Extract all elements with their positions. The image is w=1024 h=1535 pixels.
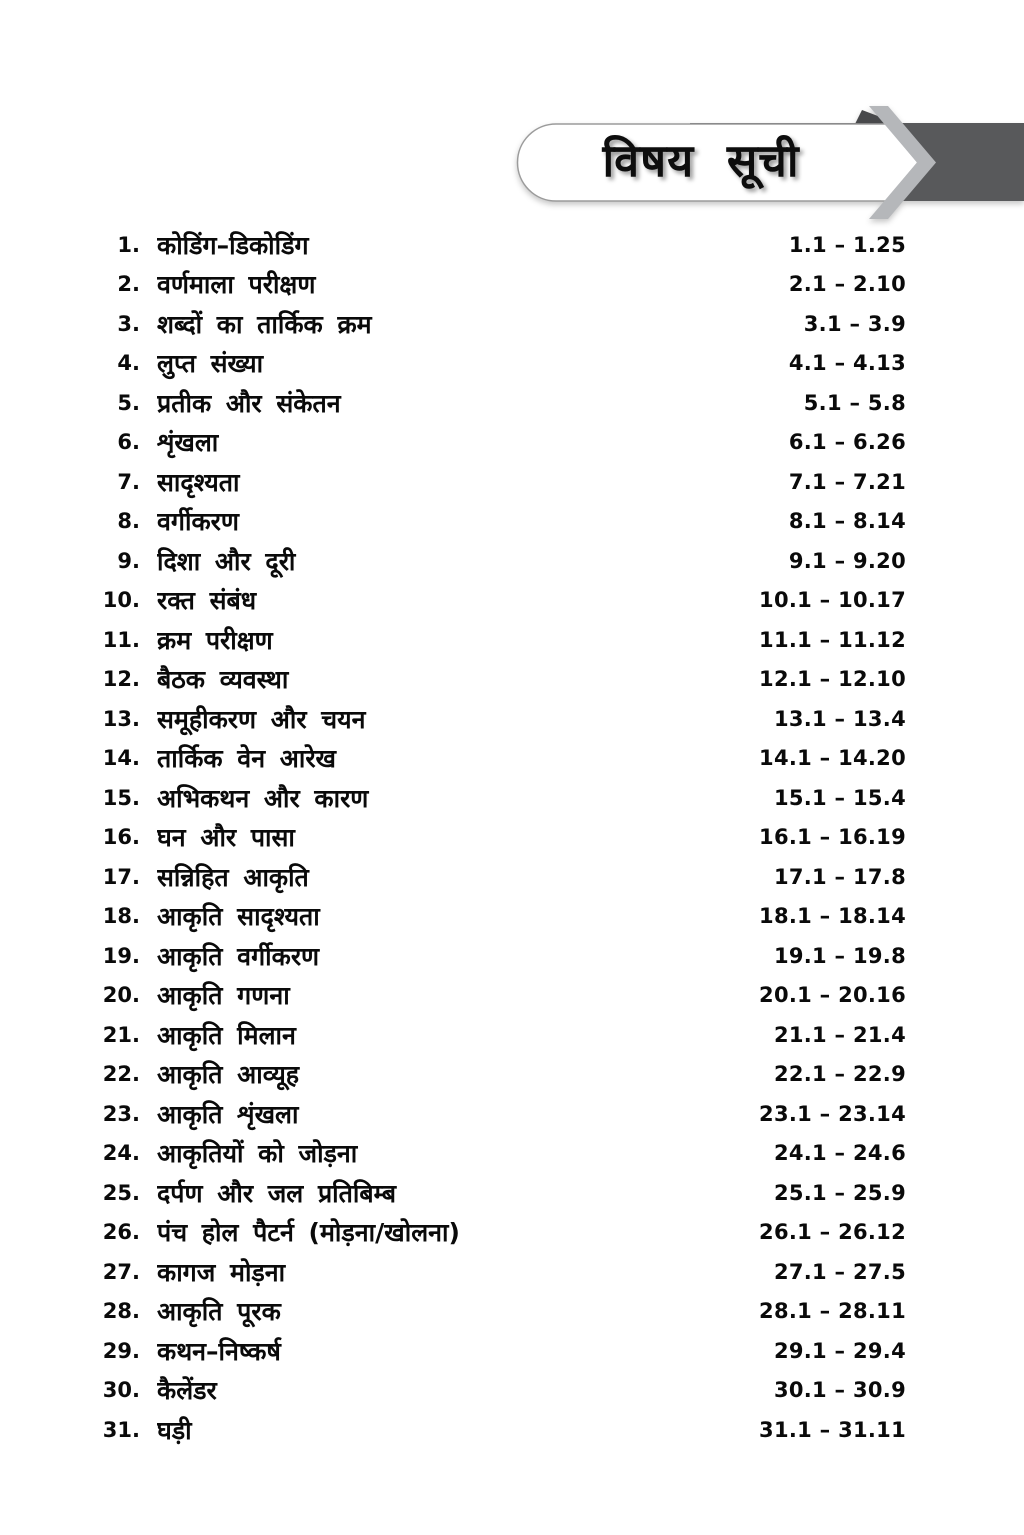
item-title: घन और पासा <box>157 823 295 853</box>
toc-row <box>100 1173 906 1213</box>
item-title: समूहीकरण और चयन <box>157 704 366 734</box>
item-number: 13. <box>102 706 140 731</box>
item-pages: 4.1 – 4.13 <box>788 351 906 376</box>
item-number: 8. <box>117 509 140 534</box>
item-title: आकृतियों को जोड़ना <box>157 1139 358 1169</box>
toc-row <box>100 502 906 542</box>
item-pages: 29.1 – 29.4 <box>773 1338 906 1363</box>
item-pages: 13.1 – 13.4 <box>773 706 906 731</box>
item-number: 9. <box>117 548 140 573</box>
item-pages: 23.1 – 23.14 <box>759 1101 906 1126</box>
item-number: 26. <box>102 1220 140 1245</box>
item-pages: 18.1 – 18.14 <box>759 904 906 929</box>
item-pages: 9.1 – 9.20 <box>788 548 906 573</box>
item-number: 27. <box>102 1259 140 1284</box>
item-number: 5. <box>117 390 140 415</box>
item-title: सादृश्यता <box>157 467 240 497</box>
toc-row <box>100 225 906 265</box>
toc-row <box>100 1292 906 1332</box>
item-number: 6. <box>117 430 140 455</box>
item-title: शृंखला <box>157 428 219 458</box>
item-number: 7. <box>117 469 140 494</box>
item-pages: 5.1 – 5.8 <box>803 390 906 415</box>
item-number: 29. <box>102 1338 140 1363</box>
item-pages: 22.1 – 22.9 <box>773 1062 906 1087</box>
item-pages: 27.1 – 27.5 <box>773 1259 906 1284</box>
item-pages: 3.1 – 3.9 <box>803 311 906 336</box>
item-title: पंच होल पैटर्न (मोड़ना/खोलना) <box>157 1218 460 1248</box>
item-title: अभिकथन और कारण <box>157 783 369 813</box>
item-pages: 6.1 – 6.26 <box>788 430 906 455</box>
item-title: कथन–निष्कर्ष <box>157 1336 281 1366</box>
item-number: 24. <box>102 1141 140 1166</box>
item-pages: 1.1 – 1.25 <box>788 232 906 257</box>
item-pages: 19.1 – 19.8 <box>773 943 906 968</box>
item-pages: 15.1 – 15.4 <box>773 785 906 810</box>
item-number: 2. <box>117 272 140 297</box>
item-title: लुप्त संख्या <box>157 349 264 379</box>
item-pages: 28.1 – 28.11 <box>759 1299 906 1324</box>
item-number: 11. <box>102 627 140 652</box>
item-title: आकृति मिलान <box>157 1020 296 1050</box>
item-pages: 12.1 – 12.10 <box>759 667 906 692</box>
item-title: वर्णमाला परीक्षण <box>157 270 316 300</box>
item-pages: 2.1 – 2.10 <box>788 272 906 297</box>
toc-row <box>100 462 906 502</box>
item-title: कागज मोड़ना <box>157 1257 286 1287</box>
item-number: 10. <box>102 588 140 613</box>
item-number: 28. <box>102 1299 140 1324</box>
toc-row <box>100 541 906 581</box>
item-pages: 31.1 – 31.11 <box>759 1417 906 1442</box>
item-title: रक्त संबंध <box>157 586 257 616</box>
item-number: 16. <box>102 825 140 850</box>
item-pages: 21.1 – 21.4 <box>773 1022 906 1047</box>
item-number: 12. <box>102 667 140 692</box>
item-title: कोडिंग–डिकोडिंग <box>157 230 309 260</box>
toc-row <box>100 581 906 621</box>
toc-row <box>100 620 906 660</box>
item-pages: 30.1 – 30.9 <box>773 1378 906 1403</box>
toc-row <box>100 660 906 700</box>
item-title: घड़ी <box>157 1415 192 1445</box>
toc-row <box>100 1410 906 1450</box>
item-pages: 17.1 – 17.8 <box>773 864 906 889</box>
item-title: आकृति शृंखला <box>157 1099 299 1129</box>
toc-row <box>100 976 906 1016</box>
item-pages: 10.1 – 10.17 <box>759 588 906 613</box>
item-title: दर्पण और जल प्रतिबिम्ब <box>157 1178 397 1208</box>
item-pages: 14.1 – 14.20 <box>759 746 906 771</box>
toc-row <box>100 1055 906 1095</box>
item-title: कैलेंडर <box>157 1376 217 1406</box>
toc-row <box>100 1015 906 1055</box>
toc-row <box>100 897 906 937</box>
item-title: सन्निहित आकृति <box>157 862 309 892</box>
item-title: वर्गीकरण <box>157 507 239 537</box>
toc-row <box>100 423 906 463</box>
item-pages: 20.1 – 20.16 <box>759 983 906 1008</box>
item-number: 1. <box>117 232 140 257</box>
item-pages: 7.1 – 7.21 <box>788 469 906 494</box>
item-number: 18. <box>102 904 140 929</box>
item-number: 30. <box>102 1378 140 1403</box>
toc-row <box>100 344 906 384</box>
item-title: शब्दों का तार्किक क्रम <box>157 309 372 339</box>
item-title: आकृति आव्यूह <box>157 1060 300 1090</box>
toc-row <box>100 383 906 423</box>
toc-row <box>100 1134 906 1174</box>
item-title: दिशा और दूरी <box>157 546 296 576</box>
toc-row <box>100 1252 906 1292</box>
item-number: 23. <box>102 1101 140 1126</box>
item-number: 14. <box>102 746 140 771</box>
toc-row <box>100 1371 906 1411</box>
item-number: 25. <box>102 1180 140 1205</box>
item-title: आकृति पूरक <box>157 1297 281 1327</box>
item-pages: 8.1 – 8.14 <box>788 509 906 534</box>
toc-row <box>100 1213 906 1253</box>
toc-row <box>100 304 906 344</box>
item-number: 17. <box>102 864 140 889</box>
toc-row <box>100 857 906 897</box>
item-number: 15. <box>102 785 140 810</box>
item-number: 4. <box>117 351 140 376</box>
item-title: आकृति सादृश्यता <box>157 902 320 932</box>
item-title: बैठक व्यवस्था <box>157 665 289 695</box>
item-pages: 26.1 – 26.12 <box>759 1220 906 1245</box>
item-number: 22. <box>102 1062 140 1087</box>
item-number: 21. <box>102 1022 140 1047</box>
item-title: क्रम परीक्षण <box>157 625 273 655</box>
item-pages: 24.1 – 24.6 <box>773 1141 906 1166</box>
item-number: 31. <box>102 1417 140 1442</box>
toc-header <box>0 0 1024 230</box>
toc-row <box>100 936 906 976</box>
toc-row <box>100 818 906 858</box>
item-pages: 11.1 – 11.12 <box>759 627 906 652</box>
toc-row <box>100 265 906 305</box>
item-number: 20. <box>102 983 140 1008</box>
toc-list <box>100 225 906 1450</box>
toc-row <box>100 739 906 779</box>
page-title: विषय सूची <box>602 134 800 187</box>
item-number: 3. <box>117 311 140 336</box>
item-title: प्रतीक और संकेतन <box>157 388 341 418</box>
toc-row <box>100 778 906 818</box>
item-number: 19. <box>102 943 140 968</box>
item-pages: 25.1 – 25.9 <box>773 1180 906 1205</box>
item-title: तार्किक वेन आरेख <box>157 744 337 774</box>
toc-row <box>100 1094 906 1134</box>
toc-row <box>100 699 906 739</box>
item-title: आकृति गणना <box>157 981 290 1011</box>
item-title: आकृति वर्गीकरण <box>157 941 320 971</box>
item-pages: 16.1 – 16.19 <box>759 825 906 850</box>
toc-row <box>100 1331 906 1371</box>
